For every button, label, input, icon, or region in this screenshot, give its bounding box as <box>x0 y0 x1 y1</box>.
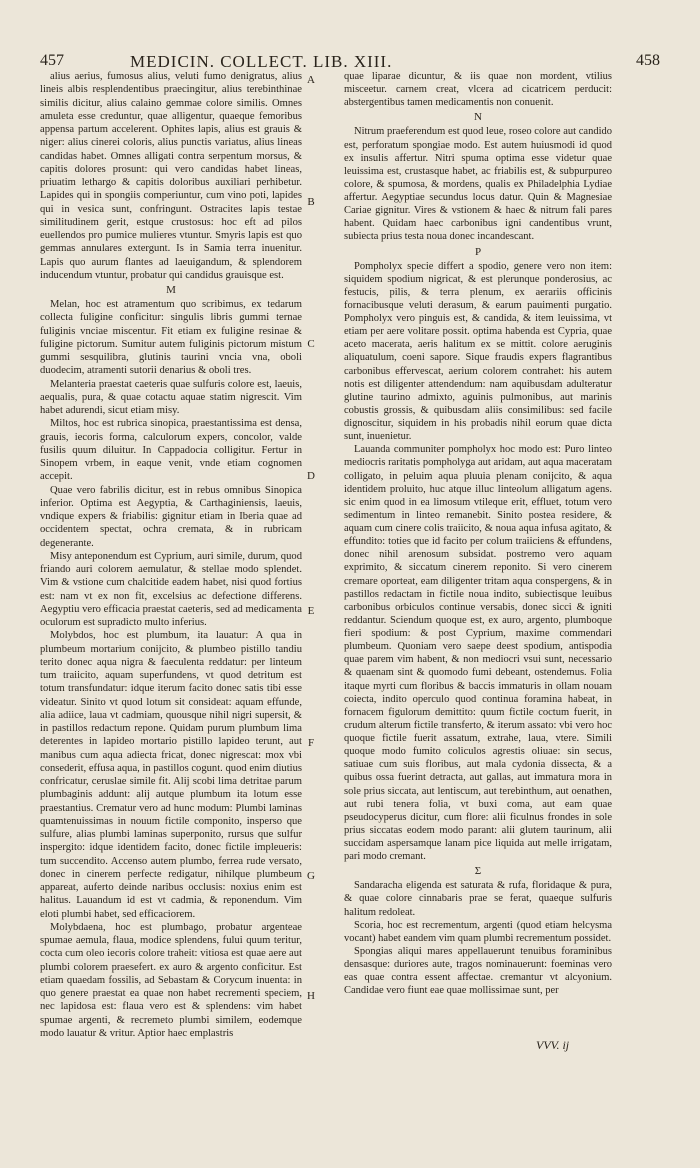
margin-letter-e: E <box>307 605 315 617</box>
section-letter: P <box>474 245 482 258</box>
signature-mark: VVV. ij <box>536 1038 570 1052</box>
margin-letter-f: F <box>307 737 315 749</box>
paragraph: Miltos, hoc est rubrica sinopica, praestantissima est densa, grauis, iecoris forma, calculorum expers, concolor, valde fusilis quum diluitur. In Cappadocia colligitur. Fertur in Sinopem vrbem, in eaque venit, vnde etiam cognomen accepit. <box>40 418 302 483</box>
section-letter: N <box>474 111 482 124</box>
paragraph: Melan, hoc est atramentum quo scribimus, ex tedarum collecta fuligine conficitur: singulis libris gummi ternae fuliginis vnciae miscentur. Fit etiam ex fuligine resinae & fuligine pictorum. Sumitur autem fuliginis pictorum mistum gummi sesquilibra, glutinis taurini vncia vna, oboli duodecim, atramenti sutorii denarius & oboli tres. <box>40 299 302 377</box>
paragraph: Pompholyx specie differt a spodio, genere vero non item: siquidem spodium nigricat, & est plerunque ponderosius, ac festucis, pilis, & terra plenum, ex aerariis officinis fornacibusque veluti derasum, & earum pauimenti purgatio. Pompholyx vero pinguis est, & candida, & item leuissima, vt etiam per aere volitare possit. optima habenda est Cypria, quae aceto macerata, aeris halitum ex se mittit. colore aeruginis aliquatulum, coeni sapore. Sique fraudis expers flagrantibus carbonibus effervescat, aerium colorem contrahet: his autem notis est diligenter attendendum: nam aquibusdam adulteratur glutine taurino admixto, aguinis pulmonibus, aut marinis cobustis grossis, & quibusdam aliis consimilibus: sed facile dignoscitur, siquidem in his probadis nihil eorum quae dicta sunt, inuenietur. <box>344 260 612 443</box>
paragraph: Misy anteponendum est Cyprium, auri simile, durum, quod friando auri colorem aemulatur, & stellae modo splendet. Vim & vstione cum chalcitide eadem habet, nisi quod fortius est: nam vt ex non fit, excelsius ac defectione differens. Aegyptiu vero efficacia praestat caeteris, sed ad medicamenta oculorum est supradicto multo inferius. <box>40 550 302 628</box>
paragraph: Melanteria praestat caeteris quae sulfuris colore est, laeuis, aequalis, pura, & quae cotactu aquae statim nigrescit. Vim habet adurendi, sicut etiam misy. <box>40 378 302 416</box>
paragraph: Quae vero fabrilis dicitur, est in rebus omnibus Sinopica inferior. Optima est Aegyptia, & Carthaginiensis, laeuis, vndique expers & friabilis: gignitur etiam in Iberia quae ad occidentem spectat, ochra cremata, & in rubricam degenerante. <box>40 484 302 549</box>
paragraph: Spongias aliqui mares appellauerunt tenuibus foraminibus densasque: duriores aute, tragos nominauerunt: foeminas vero eas quae contra essent affectae. cremantur vt alcyonium. Candidae vero fiunt eae quae mollissimae sunt, per <box>344 945 612 997</box>
margin-letter-b: B <box>307 196 315 208</box>
paragraph: Lauanda communiter pompholyx hoc modo est: Puro linteo mediocris raritatis pompholyga aut aridam, aut aqua maceratam colligato, in peluim aqua pluuia plenam conijcito, & aqua identidem proluito, huc atque illuc linteolum alligatum agens. sic enim quod in ea limosum vtileque erit, effluet, totum vero sedimentum in linteo remanebit. Sinito postea residere, & aquam cum cinere colis traiicito, & noua aqua infusa agitato, & effundito: toties que id facito per colum traiiciens & effundens, donec nihil arenosum subsidat. postremo vero aquam exprimito, & siccatum cinerem reponito. Si vero cinerem cremare oporteat, eam diligenter tritam aqua conspergens, & in pastillos redactam in fictile noua indito, subiectisque leuibus carbonibus orbiculos continue versabis, donec sicci & igniti reddantur. Sciendum quoque est, ex auro, argento, plumboque fieri spodium: & post Cyprium, maxime commendari plumbeum. Quoniam vero saepe deest spodium, antispodia quae parem vim habent, & non mediocri vsui sunt, necessario & quaenam sint & quomodo fumi debeant, ostendemus. Folia itaque myrti cum floribus & baccis immaturis in ollam nouam coiecta, indito operculo quod continua foramina habeat, in fornacem figulorum demittito: quum fictile coctum fuerit, in crudum alterum fictile transferto, & iterum assato: vbi vero hoc quoque fictile fuerit assatum, extrahe, laua, vtere. Simili quoque modo fumito coliculos agrestis oliuae: sin secus, satiuae cum suis floribus, aut mala cydonia dissecta, & a quibus ossa fuerint detracta, aut gallas, aut immatura mora in sole prius siccata, aut lentiscum, aut terebinthum, aut oenathen, aut rubi tenera folia, vt buxi coma, aut eam quae pseudocyperus dicitur, cum flore: alii ficulnus frondes in sole prius siccatas eodem modo parant: alii glutem taurinum, alii succidam aspersamque lanam pice liquida aut melle irrigatam, pari modo cremant. <box>344 444 612 863</box>
margin-letter-c: C <box>307 338 315 350</box>
page-number-right: 458 <box>636 52 660 69</box>
margin-letter-a: A <box>307 74 315 86</box>
paragraph: Scoria, hoc est recrementum, argenti (quod etiam helcysma vocant) habet eandem vim quam plumbi recrementum possidet. <box>344 919 612 944</box>
section-letter: Σ <box>474 865 482 878</box>
margin-letter-h: H <box>307 990 315 1002</box>
running-head: MEDICIN. COLLECT. LIB. XIII. <box>130 52 393 71</box>
paragraph: Sandaracha eligenda est saturata & rufa, floridaque & pura, & quae colore cinnabaris prae se ferat, quaeque sulfuris halitum redoleat. <box>344 880 612 918</box>
section-letter: M <box>166 284 176 296</box>
page-number-left: 457 <box>40 52 64 69</box>
paragraph: alius aerius, fumosus alius, veluti fumo denigratus, alius lineis albis resplendentibus praecingitur, alius terebinthinae similis dicitur, alius calaino gemmae colore similis. Omnes amuleta esse creduntur, quae alligentur, quaeque femoribus appensa partum accelerent. Ophites lapis, alius est grauis & niger: alius cinerei coloris, alius punctis variatus, alius lineas candidas habet. Omnes alligati contra serpentum morsus, & capitis dolores prosunt: qui vero candidas habet lineas, priuatim lethargo & capitis doloribus auxiliari perhibetur. Lapides qui in spongiis comperiuntur, cum vino poti, lapides qui in vesica sunt, confringunt. Ostracites lapis testae similitudinem gerit, estque crustosus: hoc eft ad pilos euellendos pro pumice mulieres vtuntur. Smyris lapis est quo gemmas annulares extergunt. Is in Samia terra inuenitur. Lapis quo aurum flantes ad laeuigandum, & splendorem inducendum vtuntur, probatur qui candidus grauisque est. <box>40 71 302 281</box>
paragraph: Molybdaena, hoc est plumbago, probatur argenteae spumae aemula, flaua, modice splendens, fului quum teritur, cocta cum oleo iecoris colore traheit: vitiosa est quae aere aut plumbi colorem praesefert. ex auro & argento conficitur. Est etiam quaedam fossilis, ad Sebastam & Corycum inuenta: in quo genere praestat ea quae non habet recrementi speciem, nec lapidosa est: flaua vero est & splendens: vim habet spumae argenti, & recremeto plumbi similem, eodemque modo lauatur & vritur. Aptior haec emplastris <box>40 921 302 1039</box>
paragraph: quae liparae dicuntur, & iis quae non mordent, vtilius misceetur. carnem creat, vlcera ad cicatricem perducit: abstergentibus tamen medicamentis non conuenit. <box>344 71 612 109</box>
paragraph: Molybdos, hoc est plumbum, ita lauatur: A qua in plumbeum mortarium conijcito, & plumbeo pistillo tandiu terito donec aqua nigra & faeculenta reddatur: per linteum tum traiicito, aquam superfundens, vt quod detritum est totum transfundatur: idque iterum facito donec satis tibi esse videatur. Sinito vt quod lotum sit consideat: aquam effunde, alia adiice, laua vt cadmiam, quousque nihil nigri supersit, & in pastillos redactum repone. Quidam purum plumbum lima deterentes in lapideo mortario pistillo lapideo terunt, aut manibus cum aqua adiecta fricat, donec nigrescat: mox vbi consederit, effusa aqua, in pastillos cogunt. quod enim diutius confricatur, ceruslae simile fit. Alij scobi lima detritae parum plumbaginis addunt: alij autque plumbum ita lotum esse praestantius. Crematur vero ad hunc modum: Plumbi laminas quamtenuissimas in nouum fictile componito, insperso que sulfure, alias plumbi laminas superponito, rursus que sulfur inspergito: idque identidem facito, donec fictile impleueris: tum succendito. Accenso autem plumbo, ferrea rude versato, donec in cinerem perfecte redigatur, nihilque plumbeum appareat, auferto deinde naribus occlusis: noxius enim est halitus. Lauandum id est vt cadmia, & reponendum. Vim eloti plumbi habet, sed efficaciorem. <box>40 630 302 920</box>
paragraph: Nitrum praeferendum est quod leue, roseo colore aut candido est, perforatum spongiae modo. Est autem huiusmodi id quod ex insulis affertur. Nitri spuma optima esse videtur quae leuissima est, crustasque habet, ac friabilis est, & subpurpureo colore, & spumosa, & mordens, qualis ex Philadelphia Lydiae affertur. Aegyptiae secundus locus datur. Quin & Magnesiae Cariae gignitur. Vires & vstionem & haec & nitrum fali pares habent. Quidam haec carbonibus igni candentibus vrunt, subiecta prius testa noua donec incandescant. <box>344 126 612 243</box>
margin-letter-g: G <box>307 870 315 882</box>
left-text-column <box>40 70 302 1040</box>
margin-letter-d: D <box>307 470 315 482</box>
right-text-column <box>344 70 612 997</box>
